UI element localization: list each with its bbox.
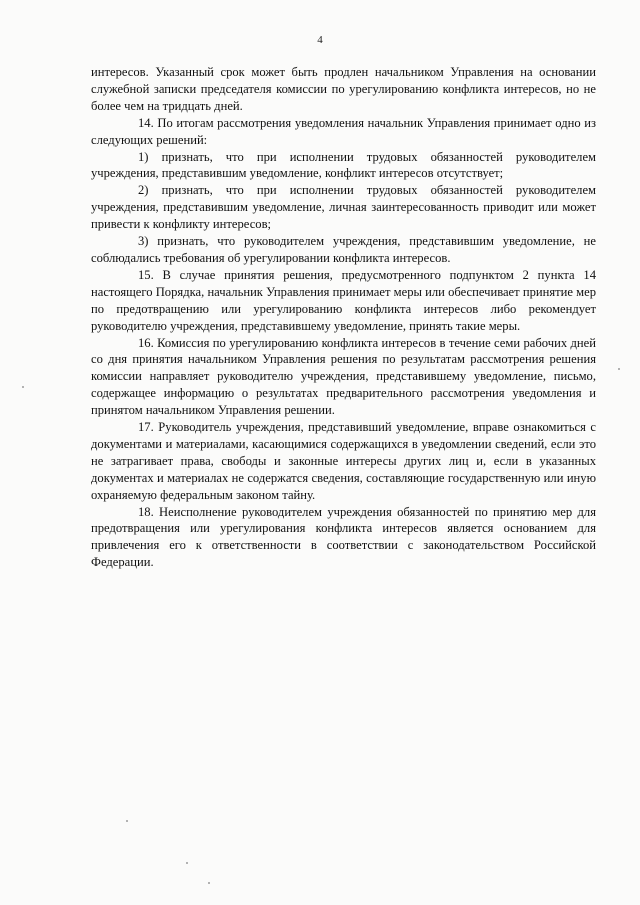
paragraph-15: 15. В случае принятия решения, предусмотренного подпунктом 2 пункта 14 настоящего Порядка, начальник Управления принимает меры или обеспечивает принятие мер по предотвращению или урегулированию конфликта интересов либо рекомендует руководителю учреждения, представившему уведомление, принять такие меры.	[91, 267, 596, 333]
paragraph-14-item-2: 2) признать, что при исполнении трудовых обязанностей руководителем учреждения, представившим уведомление, личная заинтересованность приводит или может привести к конфликту интересов;	[91, 183, 596, 232]
scan-speck	[126, 820, 128, 822]
page-number: 4	[317, 34, 323, 46]
paragraph-14-item-1: 1) признать, что при исполнении трудовых обязанностей руководителем учреждения, представившим уведомление, конфликт интересов отсутствует;	[91, 149, 596, 181]
paragraph-13-continuation: интересов. Указанный срок может быть продлен начальником Управления на основании служебной записки председателя комиссии по урегулированию конфликта интересов, но не более чем на тридцать дней.	[91, 65, 596, 113]
paragraph-14: 14. По итогам рассмотрения уведомления начальник Управления принимает одно из следующих решений:	[91, 115, 596, 147]
paragraph-16: 16. Комиссия по урегулированию конфликта интересов в течение семи рабочих дней со дня принятия начальником Управления решения по результатам рассмотрения решения комиссии направляет руководителю учреждения, представившему уведомление, письмо, содержащее информацию о результатах предварительного рассмотрения уведомления и принятом начальником Управления решении.	[91, 335, 596, 418]
scan-speck	[208, 882, 210, 884]
scan-speck	[186, 862, 188, 864]
document-body	[91, 64, 596, 571]
scan-speck	[618, 368, 620, 370]
paragraph-14-item-3: 3) признать, что руководителем учреждения, представившим уведомление, не соблюдались требования об урегулировании конфликта интересов.	[91, 234, 596, 265]
paragraph-18: 18. Неисполнение руководителем учреждения обязанностей по принятию мер для предотвращения или урегулирования конфликта интересов является основанием для привлечения его к ответственности в соответствии с законодательством Российской Федерации.	[91, 504, 596, 570]
paragraph-17: 17. Руководитель учреждения, представивший уведомление, вправе ознакомиться с документами и материалами, касающимися содержащихся в уведомлении сведений, если это не затрагивает права, свободы и законные интересы других лиц и, если в указанных документах и материалах не содержатся сведения, составляющие государственную или иную охраняемую федеральным законом тайну.	[91, 420, 596, 502]
scan-speck	[22, 386, 24, 388]
